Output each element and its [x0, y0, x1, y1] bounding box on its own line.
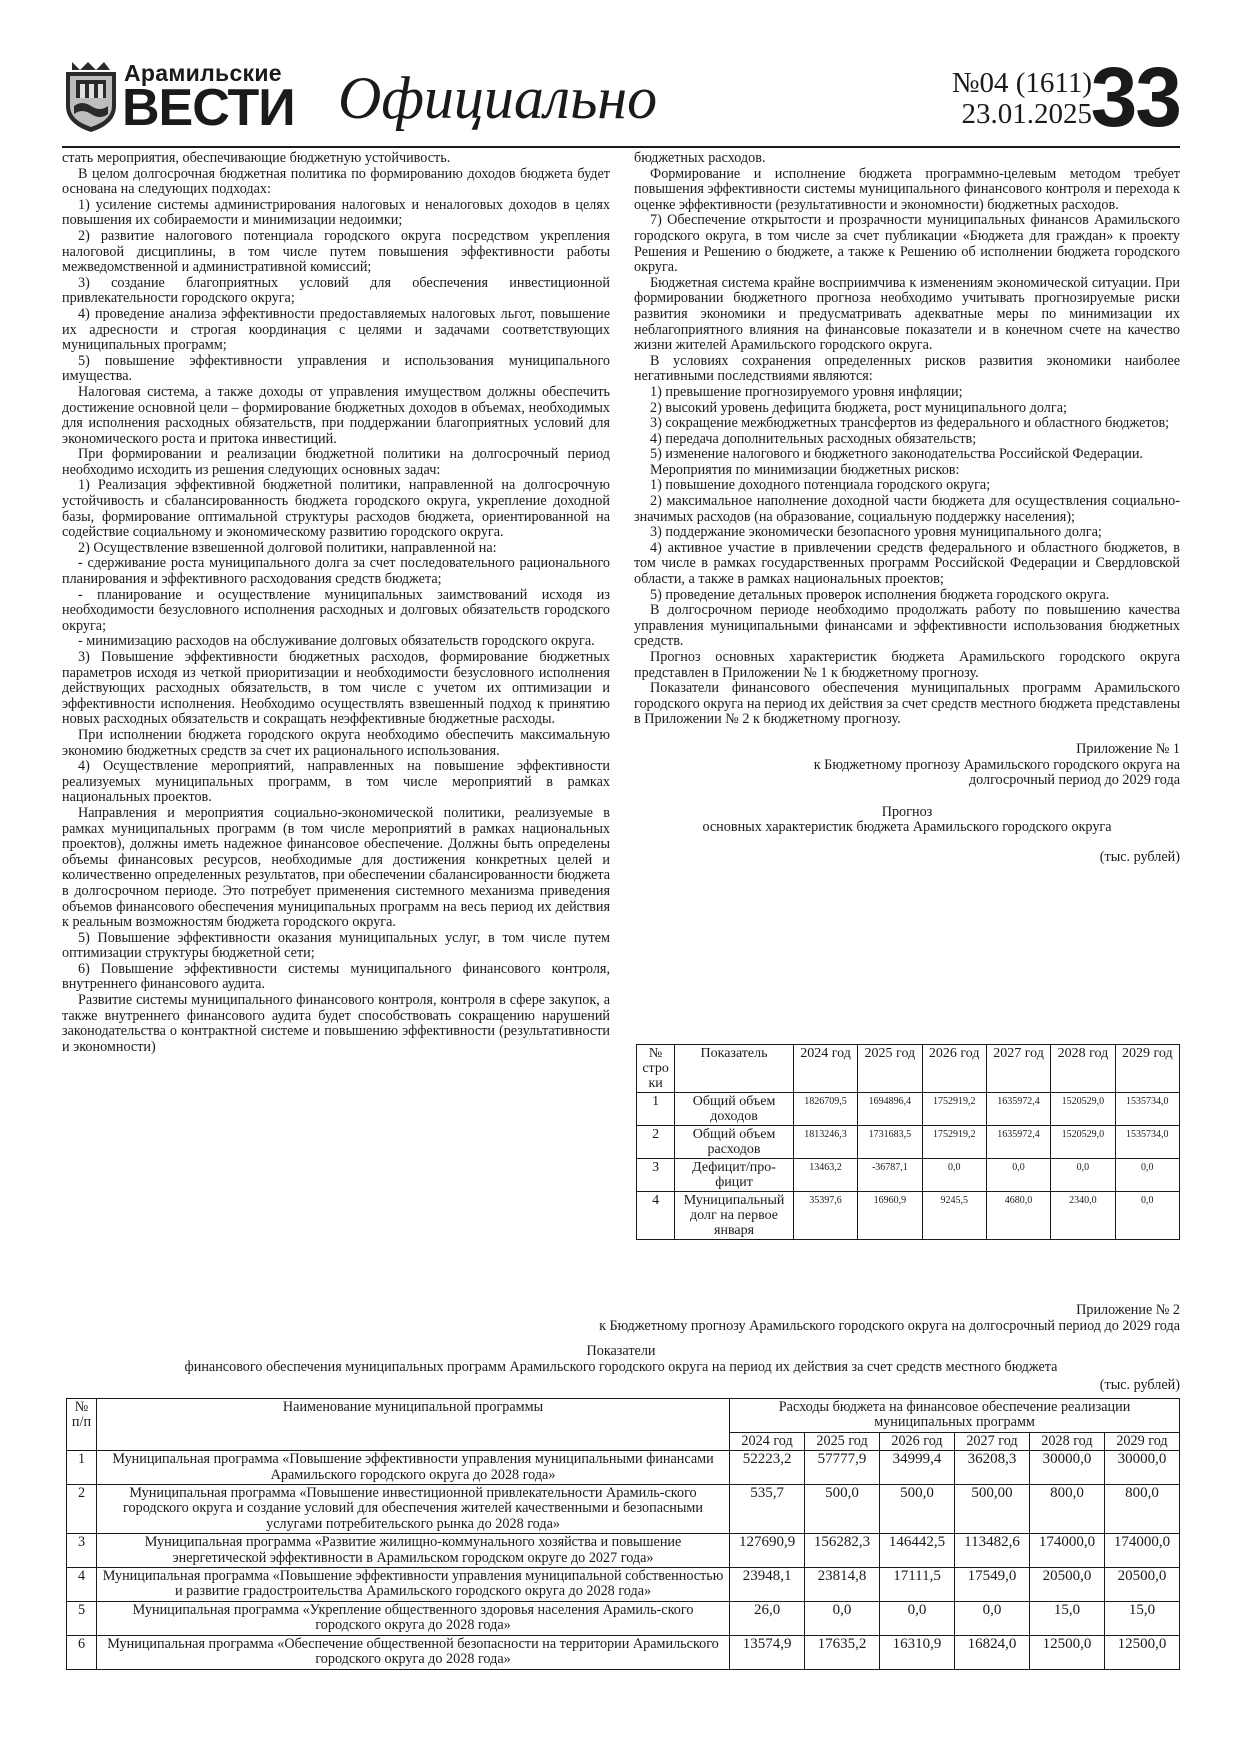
value-cell: 16824,0 [955, 1635, 1030, 1669]
paragraph: Мероприятия по минимизации бюджетных рисков: [650, 461, 960, 478]
paragraph: 1) усиление системы администрирования налоговых и неналоговых доходов в целях повышения их собираемости и минимизации недоимки; [62, 196, 610, 229]
paragraph: 5) повышение эффективности управления и использования муниципального имущества. [62, 352, 610, 385]
value-cell: 146442,5 [880, 1534, 955, 1568]
appendix1-ref-line1: к Бюджетному прогнозу Арамильского городского округа на [813, 756, 1180, 773]
value-cell: 127690,9 [730, 1534, 805, 1568]
value-cell: 1520529,0 [1051, 1126, 1115, 1159]
paragraph: - планирование и осуществление муниципальных заимствований исходя из необходимости безусловного исполнения расходных и долговых обязательств городского округа; [62, 586, 610, 634]
paragraph: 2) развитие налогового потенциала городского округа посредством укрепления налоговой дисциплины, в том числе путем повышения эффективности работы межведомственной и административной комиссий; [62, 227, 610, 276]
appendix1-header-row [637, 1045, 1180, 1093]
value-cell: 1752919,2 [922, 1093, 986, 1126]
appendix1-col-year: 2024 год [793, 1045, 857, 1093]
table-row [67, 1635, 1180, 1669]
program-name: Муниципальная программа «Повышение эффективности управления муниципальной собственностью и развитие градостроительства Арамильского городского округа до 2028 года» [96, 1568, 729, 1602]
right-column [634, 151, 1180, 866]
value-cell: 174000,0 [1029, 1534, 1104, 1568]
value-cell: 35397,6 [793, 1192, 857, 1240]
paragraph: 2) высокий уровень дефицита бюджета, рост муниципального долга; [650, 399, 1067, 416]
appendix2-col-year: 2029 год [1104, 1432, 1179, 1450]
value-cell: 23814,8 [805, 1568, 880, 1602]
paragraph: В долгосрочном периоде необходимо продолжать работу по повышению качества управления муниципальными финансами и эффективности использования бюджетных средств. [634, 602, 1180, 650]
program-name: Муниципальная программа «Повышение инвестиционной привлекательности Арамиль-ского городского округа и создание условий для обеспечения жителей качественными и безопасными услугами потребительского рынка до 2028 года» [96, 1485, 729, 1534]
appendix2-col-year: 2027 год [955, 1432, 1030, 1450]
paragraph: Налоговая система, а также доходы от управления имуществом должны обеспечить достижение основной цели – формирование бюджетных доходов в объемах, необходимых для исполнения расходных обязательств, при поддержании благоприятных условий для экономического роста и притока инвестиций. [62, 383, 610, 447]
appendix1-units: (тыс. рублей) [1099, 848, 1180, 865]
paragraph: 1) превышение прогнозируемого уровня инфляции; [650, 383, 963, 400]
value-cell: 2340,0 [1051, 1192, 1115, 1240]
appendix2-title-line1: Показатели [586, 1343, 656, 1359]
value-cell: 57777,9 [805, 1451, 880, 1485]
value-cell: 36208,3 [955, 1451, 1030, 1485]
paragraph: Развитие системы муниципального финансового контроля, контроля в сфере закупок, а также внутреннего финансового аудита будет способствовать сокращению нарушений законодательства о контрактной системе и повышению эффективности (результативности и экономности) [62, 992, 610, 1055]
appendix1-title-line2: основных характеристик бюджета Арамильского городского округа [702, 819, 1112, 836]
row-number: 1 [67, 1451, 97, 1485]
logo-bottom-word: ВЕСТИ [122, 79, 295, 137]
row-number: 2 [67, 1485, 97, 1534]
value-cell: 1752919,2 [922, 1126, 986, 1159]
value-cell: 17549,0 [955, 1568, 1030, 1602]
paragraph: 4) Осуществление мероприятий, направленных на повышение эффективности реализуемых муниципальных программ, в том числе мероприятий в рамках национальных проектов. [62, 758, 610, 806]
paragraph: 1) Реализация эффективной бюджетной политики, направленной на долгосрочную устойчивость и сбалансированность бюджета городского округа, укрепление доходной базы, формирование оптимальной структуры расходов бюджета, ориентированной на содействие социальному и экономическому развитию городского округа. [62, 477, 610, 541]
indicator-name: Общий объем доходов [675, 1093, 794, 1126]
appendix2-header [62, 1303, 1180, 1334]
appendix1-col-year: 2025 год [858, 1045, 922, 1093]
value-cell: 1520529,0 [1051, 1093, 1115, 1126]
row-number: 1 [637, 1093, 675, 1126]
value-cell: 16310,9 [880, 1635, 955, 1669]
program-name: Муниципальная программа «Повышение эффективности управления муниципальными финансами Арамильского городского округа до 2028 года» [96, 1451, 729, 1485]
value-cell: 0,0 [1115, 1192, 1179, 1240]
masthead [62, 50, 1180, 146]
value-cell: 535,7 [730, 1485, 805, 1534]
paragraph: 4) проведение анализа эффективности предоставляемых налоговых льгот, повышение их адресности и строгая координация с целями и задачами соответствующих муниципальных программ; [62, 305, 610, 354]
value-cell: 0,0 [955, 1601, 1030, 1635]
appendix2-col-program: Наименование муниципальной программы [96, 1399, 729, 1451]
paragraph: 6) Повышение эффективности системы муниципального финансового контроля, внутреннего финансового аудита. [62, 960, 610, 993]
table-row [67, 1451, 1180, 1485]
paragraph: 3) сокращение межбюджетных трансфертов из федерального и областного бюджетов; [650, 415, 1170, 432]
paragraph: В целом долгосрочная бюджетная политика по формированию доходов бюджета будет основана на следующих подходах: [62, 165, 610, 198]
appendix1-label: Приложение № 1 [1076, 740, 1180, 757]
row-number: 5 [67, 1601, 97, 1635]
paragraph: 7) Обеспечение открытости и прозрачности муниципальных финансов Арамильского городского округа, в том числе за счет публикации «Бюджета для граждан» к проекту Решения и Решению о бюджете, а также к Решению об исполнении бюджета городского округа. [634, 212, 1180, 276]
value-cell: 0,0 [986, 1159, 1050, 1192]
value-cell: 30000,0 [1104, 1451, 1179, 1485]
value-cell: 23948,1 [730, 1568, 805, 1602]
value-cell: 15,0 [1104, 1601, 1179, 1635]
value-cell: 20500,0 [1104, 1568, 1179, 1602]
value-cell: 16960,9 [858, 1192, 922, 1240]
appendix1-title-line1: Прогноз [881, 803, 933, 820]
table-row [67, 1568, 1180, 1602]
indicator-name: Дефицит/про- фицит [675, 1159, 794, 1192]
value-cell: 0,0 [1051, 1159, 1115, 1192]
indicator-name: Муниципальный долг на первое января [675, 1192, 794, 1240]
value-cell: 174000,0 [1104, 1534, 1179, 1568]
table-row [637, 1159, 1180, 1192]
indicator-name: Общий объем расходов [675, 1126, 794, 1159]
appendix2-col-expenses: Расходы бюджета на финансовое обеспечение реализации муниципальных программ [730, 1399, 1180, 1433]
appendix1-header [634, 742, 1180, 789]
table-row [67, 1534, 1180, 1568]
value-cell: 1635972,4 [986, 1126, 1050, 1159]
appendix1-title [634, 805, 1180, 836]
appendix2-title [62, 1344, 1180, 1375]
paragraph: 3) поддержание экономически безопасного уровня муниципального долга; [650, 524, 1102, 541]
appendix1-col-indicator: Показатель [675, 1045, 794, 1093]
appendix2-table [66, 1398, 1180, 1670]
row-number: 4 [637, 1192, 675, 1240]
value-cell: 52223,2 [730, 1451, 805, 1485]
appendix2-col-year: 2025 год [805, 1432, 880, 1450]
row-number: 4 [67, 1568, 97, 1602]
program-name: Муниципальная программа «Обеспечение общественной безопасности на территории Арамильского городского округа до 2028 года» [96, 1635, 729, 1669]
row-number: 3 [67, 1534, 97, 1568]
paragraph: - минимизацию расходов на обслуживание долговых обязательств городского округа. [78, 633, 595, 650]
paragraph: Прогноз основных характеристик бюджета Арамильского городского округа представлен в Приложении № 1 к бюджетному прогнозу. [634, 649, 1180, 681]
right-column-text [634, 151, 1180, 728]
value-cell: 1826709,5 [793, 1093, 857, 1126]
appendix2-col-num: № п/п [67, 1399, 97, 1451]
paragraph: При исполнении бюджета городского округа необходимо обеспечить максимальную экономию бюджетных средств за счет их рационального использования. [62, 726, 610, 759]
appendix2-col-year: 2026 год [880, 1432, 955, 1450]
value-cell: 500,00 [955, 1485, 1030, 1534]
appendix1-col-year: 2026 год [922, 1045, 986, 1093]
appendix1-col-year: 2028 год [1051, 1045, 1115, 1093]
left-column [62, 151, 610, 1055]
appendix2-ref-line: к Бюджетному прогнозу Арамильского городского округа на долгосрочный период до 2029 года [599, 1317, 1180, 1334]
paragraph: 4) передача дополнительных расходных обязательств; [650, 430, 977, 447]
issue-date: 23.01.2025 [961, 98, 1092, 130]
paragraph: 2) максимальное наполнение доходной части бюджета для осуществления социально-значимых расходов (на образование, социальную поддержку населения); [634, 493, 1180, 525]
issue-number: №04 (1611) [951, 67, 1092, 99]
appendix1-col-year: 2027 год [986, 1045, 1050, 1093]
value-cell: 12500,0 [1029, 1635, 1104, 1669]
row-number: 2 [637, 1126, 675, 1159]
value-cell: 1535734,0 [1115, 1126, 1179, 1159]
value-cell: 1694896,4 [858, 1093, 922, 1126]
value-cell: 156282,3 [805, 1534, 880, 1568]
appendix2-label: Приложение № 2 [1076, 1302, 1180, 1318]
value-cell: 1731683,5 [858, 1126, 922, 1159]
value-cell: 26,0 [730, 1601, 805, 1635]
paragraph: В условиях сохранения определенных рисков развития экономики наиболее негативными последствиями являются: [634, 352, 1180, 385]
paragraph: - сдерживание роста муниципального долга за счет последовательного рационального планирования и эффективного расходования средств бюджета; [62, 555, 610, 588]
table-row [67, 1485, 1180, 1534]
paragraph: 2) Осуществление взвешенной долговой политики, направленной на: [78, 539, 497, 556]
value-cell: 34999,4 [880, 1451, 955, 1485]
value-cell: 0,0 [805, 1601, 880, 1635]
row-number: 3 [637, 1159, 675, 1192]
paragraph: Формирование и исполнение бюджета программно-целевым методом требует повышения эффективности системы муниципального финансового контроля и перехода к оценке эффективности (результативности и экономности) бюджетных расходов. [634, 165, 1180, 213]
value-cell: 113482,6 [955, 1534, 1030, 1568]
table-row [637, 1126, 1180, 1159]
paragraph: Показатели финансового обеспечения муниципальных программ Арамильского городского округа на период их действия за счет средств местного бюджета представлены в Приложении № 2 к бюджетному прогнозу. [634, 680, 1181, 728]
row-number: 6 [67, 1635, 97, 1669]
appendix2-header-row [67, 1399, 1180, 1433]
paragraph: 4) активное участие в привлечении средств федерального и областного бюджетов, в том числе в рамках государственных программ Российской Федерации и Свердловской области, а также в рамках национальных проектов; [634, 539, 1180, 588]
value-cell: 30000,0 [1029, 1451, 1104, 1485]
paragraph: Бюджетная система крайне восприимчива к изменениям экономической ситуации. При формировании бюджетного прогноза необходимо учитывать прогнозируемые риски развития экономики и предусматривать адекватные меры по минимизации их неблагоприятного влияния на финансовые показатели и в конечном счете на качество жизни жителей Арамильского городского округа. [634, 274, 1180, 354]
paragraph: 3) создание благоприятных условий для обеспечения инвестиционной привлекательности городского округа; [62, 274, 610, 307]
value-cell: 1535734,0 [1115, 1093, 1179, 1126]
value-cell: 0,0 [922, 1159, 986, 1192]
page-number: 33 [1090, 50, 1180, 144]
appendix1-col-year: 2029 год [1115, 1045, 1179, 1093]
appendix1-ref-line2: долгосрочный период до 2029 года [968, 772, 1180, 789]
paragraph: 3) Повышение эффективности бюджетных расходов, формирование бюджетных параметров исходя из четкой приоритизации и необходимости безусловного исполнения действующих расходных обязательств, в том числе с учетом их оптимизации и эффективности исполнения. Необходимо осуществлять взвешенный подход к принятию новых расходных обязательств и сокращать неэффективные бюджетные расходы. [62, 649, 610, 728]
value-cell: 20500,0 [1029, 1568, 1104, 1602]
logo-top-word: Арамильские [124, 60, 282, 86]
paragraph: 5) изменение налогового и бюджетного законодательства Российской Федерации. [650, 446, 1143, 463]
appendix2-title-line2: финансового обеспечения муниципальных программ Арамильского городского округа на период их действия за счет средств местного бюджета [184, 1358, 1058, 1375]
value-cell: -36787,1 [858, 1159, 922, 1192]
value-cell: 1635972,4 [986, 1093, 1050, 1126]
value-cell: 13463,2 [793, 1159, 857, 1192]
paragraph: Направления и мероприятия социально-экономической политики, реализуемые в рамках муниципальных программ (в том числе мероприятий в рамках национальных проектов), должны иметь надежное финансовое обеспечение. Должны быть определены объемы финансовых ресурсов, необходимые для достижения конкретных целей и количественно определенных результатов, при обеспечении сбалансированности бюджета в долгосрочном периоде. Это потребует применения системного механизма приведения объемов финансового обеспечения муниципальных программ на весь период их действия к реальным возможностям бюджета городского округа. [62, 804, 610, 931]
value-cell: 800,0 [1029, 1485, 1104, 1534]
value-cell: 13574,9 [730, 1635, 805, 1669]
issue-info [882, 68, 1092, 130]
appendix2-col-year: 2028 год [1029, 1432, 1104, 1450]
appendix2-units: (тыс. рублей) [1099, 1377, 1180, 1393]
value-cell: 4680,0 [986, 1192, 1050, 1240]
table-row [637, 1192, 1180, 1240]
value-cell: 17635,2 [805, 1635, 880, 1669]
paragraph: 5) Повышение эффективности оказания муниципальных услуг, в том числе путем оптимизации структуры бюджетной сети; [62, 929, 610, 962]
paragraph: 5) проведение детальных проверок исполнения бюджета городского округа. [650, 586, 1110, 603]
newspaper-logo [62, 58, 295, 137]
value-cell: 1813246,3 [793, 1126, 857, 1159]
paragraph: При формировании и реализации бюджетной политики на долгосрочный период необходимо исходить из решения следующих основных задач: [62, 446, 610, 478]
value-cell: 17111,5 [880, 1568, 955, 1602]
table-row [637, 1093, 1180, 1126]
header-divider [62, 146, 1180, 148]
table-row [67, 1601, 1180, 1635]
program-name: Муниципальная программа «Развитие жилищно-коммунального хозяйства и повышение энергетической эффективности в Арамильском городском округе до 2027 года» [96, 1534, 729, 1568]
section-title: Официально [338, 65, 658, 131]
paragraph: бюджетных расходов. [634, 150, 766, 166]
value-cell: 800,0 [1104, 1485, 1179, 1534]
coat-of-arms-icon [62, 62, 120, 134]
paragraph: стать мероприятия, обеспечивающие бюджетную устойчивость. [62, 150, 451, 166]
appendix1-col-num: № стро ки [637, 1045, 675, 1093]
paragraph: 1) повышение доходного потенциала городского округа; [650, 477, 991, 494]
value-cell: 500,0 [880, 1485, 955, 1534]
program-name: Муниципальная программа «Укрепление общественного здоровья населения Арамиль-ского городского округа до 2028 года» [96, 1601, 729, 1635]
value-cell: 9245,5 [922, 1192, 986, 1240]
appendix2-col-year: 2024 год [730, 1432, 805, 1450]
value-cell: 500,0 [805, 1485, 880, 1534]
value-cell: 0,0 [1115, 1159, 1179, 1192]
value-cell: 0,0 [880, 1601, 955, 1635]
value-cell: 15,0 [1029, 1601, 1104, 1635]
value-cell: 12500,0 [1104, 1635, 1179, 1669]
appendix1-table [636, 1044, 1180, 1240]
